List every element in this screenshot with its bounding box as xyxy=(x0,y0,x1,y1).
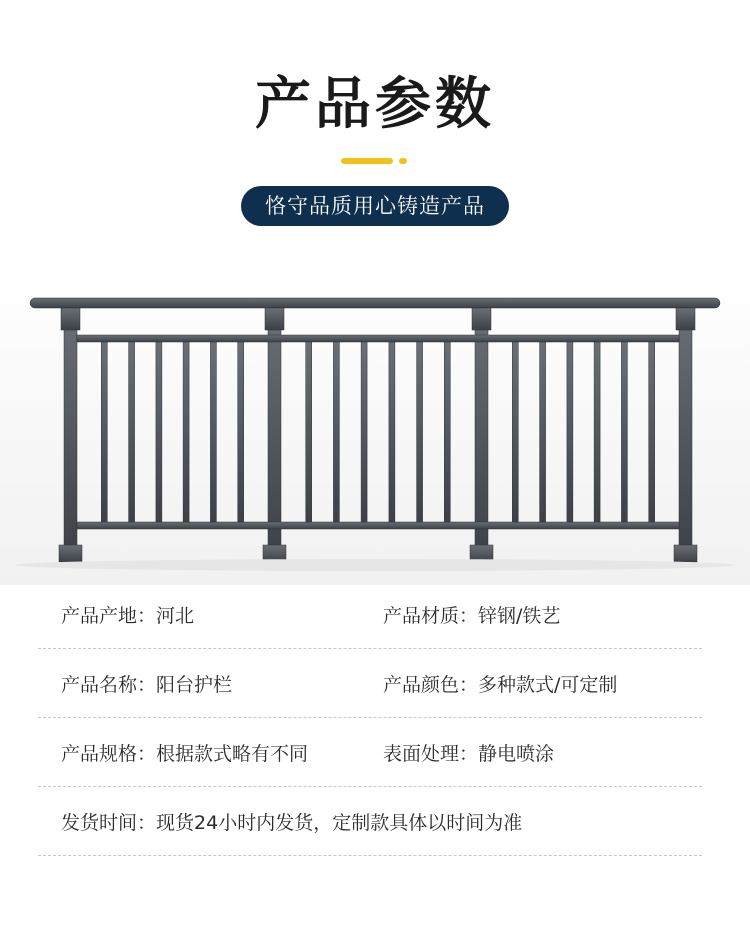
spec-label: 产品名称： xyxy=(61,673,157,696)
spec-value: 现货24小时内发货，定制款具体以时间为准 xyxy=(156,811,523,834)
spec-value: 静电喷涂 xyxy=(478,742,555,765)
railing-baluster xyxy=(567,342,573,522)
accent-line xyxy=(341,158,393,164)
spec-table xyxy=(38,580,702,856)
railing-baluster xyxy=(594,342,600,522)
railing-baluster xyxy=(361,342,367,522)
spec-row xyxy=(38,718,702,787)
spec-label: 产品规格： xyxy=(61,742,157,765)
accent-dot xyxy=(399,158,407,164)
spec-name xyxy=(38,670,383,697)
railing-baluster xyxy=(129,342,135,522)
railing-baluster xyxy=(540,342,546,522)
spec-value: 阳台护栏 xyxy=(156,673,233,696)
railing-baluster xyxy=(649,342,655,522)
spec-row xyxy=(38,649,702,718)
railing-baluster xyxy=(101,342,107,522)
spec-value: 多种款式/可定制 xyxy=(478,673,618,696)
spec-value: 河北 xyxy=(156,604,195,627)
subtitle-badge: 恪守品质用心铸造产品 xyxy=(241,186,509,226)
spec-row xyxy=(38,787,702,856)
railing-baluster xyxy=(621,342,627,522)
spec-label: 产品产地： xyxy=(61,604,157,627)
spec-row xyxy=(38,580,702,649)
spec-color xyxy=(383,670,702,697)
page-title: 产品参数 xyxy=(255,72,495,137)
spec-size xyxy=(38,739,383,766)
spec-label: 发货时间： xyxy=(61,811,157,834)
spec-delivery xyxy=(38,808,522,835)
railing-baluster xyxy=(156,342,162,522)
railing-baluster xyxy=(444,342,450,522)
spec-material xyxy=(383,601,702,628)
spec-finish xyxy=(383,739,702,766)
spec-value: 根据款式略有不同 xyxy=(156,742,309,765)
balcony-railing-image xyxy=(0,265,750,585)
railing-baluster xyxy=(306,342,312,522)
railing-baluster xyxy=(333,342,339,522)
spec-label: 产品材质： xyxy=(383,604,479,627)
spec-value: 锌钢/铁艺 xyxy=(478,604,561,627)
spec-origin xyxy=(38,601,383,628)
railing-baluster xyxy=(238,342,244,522)
railing-baluster xyxy=(210,342,216,522)
railing-baluster xyxy=(417,342,423,522)
railing-baluster xyxy=(512,342,518,522)
spec-label: 表面处理： xyxy=(383,742,479,765)
spec-label: 产品颜色： xyxy=(383,673,479,696)
title-accent-bar xyxy=(341,158,407,164)
railing-baluster xyxy=(183,342,189,522)
railing-baluster xyxy=(389,342,395,522)
